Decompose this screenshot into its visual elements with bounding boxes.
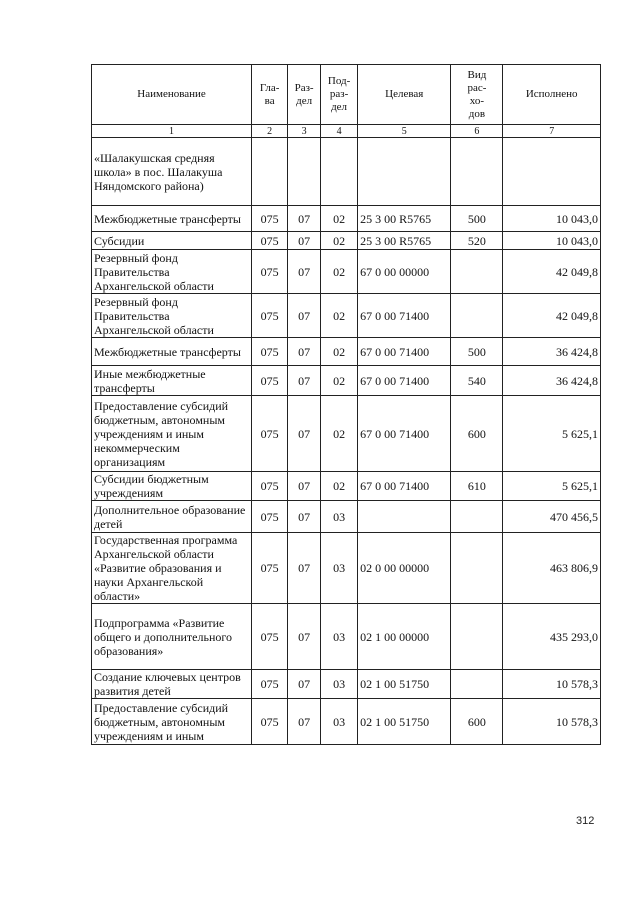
row-glava-cell: 075	[252, 533, 288, 604]
budget-table-body	[92, 65, 601, 745]
row-name-cell: Субсидии бюджетным учреждениям	[92, 472, 252, 501]
row-amount-cell: 470 456,5	[503, 501, 601, 533]
row-vid-cell: 610	[451, 472, 503, 501]
row-celevaya-cell: 25 3 00 R5765	[358, 206, 451, 232]
row-glava-cell	[252, 138, 288, 206]
row-vid-cell: 600	[451, 699, 503, 745]
row-glava-cell: 075	[252, 294, 288, 338]
row-razdel-cell	[288, 138, 321, 206]
row-glava-cell: 075	[252, 472, 288, 501]
page-number: 312	[576, 815, 595, 827]
row-podrazdel-cell	[321, 138, 358, 206]
row-vid-cell: 500	[451, 206, 503, 232]
row-vid-cell	[451, 670, 503, 699]
row-razdel-cell: 07	[288, 294, 321, 338]
header-celevaya: Целевая	[358, 65, 451, 125]
row-vid-cell: 600	[451, 396, 503, 472]
row-podrazdel-cell: 02	[321, 396, 358, 472]
column-number: 4	[321, 125, 358, 138]
row-name-cell: Иные межбюджетные трансферты	[92, 366, 252, 396]
row-vid-cell	[451, 501, 503, 533]
table-row	[92, 250, 601, 294]
row-podrazdel-cell: 02	[321, 472, 358, 501]
row-razdel-cell: 07	[288, 250, 321, 294]
row-amount-cell: 10 578,3	[503, 699, 601, 745]
row-name-cell: Предоставление субсидий бюджетным, автономным учреждениям и иным некоммерческим организациям	[92, 396, 252, 472]
row-amount-cell: 42 049,8	[503, 250, 601, 294]
row-podrazdel-cell: 03	[321, 604, 358, 670]
budget-table	[91, 64, 601, 745]
header-razdel: Раз- дел	[288, 65, 321, 125]
row-glava-cell: 075	[252, 699, 288, 745]
row-amount-cell: 10 578,3	[503, 670, 601, 699]
row-amount-cell: 10 043,0	[503, 232, 601, 250]
header-podrazdel: Под- раз- дел	[321, 65, 358, 125]
row-amount-cell: 36 424,8	[503, 366, 601, 396]
row-vid-cell	[451, 604, 503, 670]
row-celevaya-cell: 02 1 00 00000	[358, 604, 451, 670]
row-celevaya-cell: 02 1 00 51750	[358, 699, 451, 745]
row-podrazdel-cell: 03	[321, 501, 358, 533]
header-ispolneno: Исполнено	[503, 65, 601, 125]
row-name-cell: Субсидии	[92, 232, 252, 250]
row-podrazdel-cell: 02	[321, 294, 358, 338]
column-number: 6	[451, 125, 503, 138]
row-amount-cell: 435 293,0	[503, 604, 601, 670]
row-glava-cell: 075	[252, 366, 288, 396]
row-podrazdel-cell: 02	[321, 232, 358, 250]
header-glava: Гла- ва	[252, 65, 288, 125]
table-row	[92, 533, 601, 604]
row-amount-cell: 42 049,8	[503, 294, 601, 338]
row-name-cell: Подпрограмма «Развитие общего и дополнительного образования»	[92, 604, 252, 670]
table-row	[92, 472, 601, 501]
row-name-cell: Резервный фонд Правительства Архангельской области	[92, 250, 252, 294]
row-glava-cell: 075	[252, 338, 288, 366]
row-podrazdel-cell: 02	[321, 338, 358, 366]
row-name-cell: Создание ключевых центров развития детей	[92, 670, 252, 699]
row-amount-cell: 5 625,1	[503, 472, 601, 501]
row-razdel-cell: 07	[288, 533, 321, 604]
row-name-cell: «Шалакушская средняя школа» в пос. Шалакуша Няндомского района)	[92, 138, 252, 206]
table-row	[92, 232, 601, 250]
column-number: 5	[358, 125, 451, 138]
row-celevaya-cell: 25 3 00 R5765	[358, 232, 451, 250]
row-glava-cell: 075	[252, 670, 288, 699]
row-glava-cell: 075	[252, 396, 288, 472]
row-celevaya-cell: 67 0 00 00000	[358, 250, 451, 294]
row-razdel-cell: 07	[288, 604, 321, 670]
row-celevaya-cell: 02 0 00 00000	[358, 533, 451, 604]
row-razdel-cell: 07	[288, 206, 321, 232]
row-amount-cell: 463 806,9	[503, 533, 601, 604]
row-amount-cell: 36 424,8	[503, 338, 601, 366]
row-vid-cell: 520	[451, 232, 503, 250]
row-razdel-cell: 07	[288, 338, 321, 366]
header-name: Наименование	[92, 65, 252, 125]
row-podrazdel-cell: 02	[321, 206, 358, 232]
row-podrazdel-cell: 02	[321, 250, 358, 294]
column-number: 2	[252, 125, 288, 138]
table-row	[92, 206, 601, 232]
row-podrazdel-cell: 03	[321, 670, 358, 699]
row-vid-cell: 540	[451, 366, 503, 396]
table-row	[92, 294, 601, 338]
column-number: 1	[92, 125, 252, 138]
column-number-row	[92, 125, 601, 138]
row-celevaya-cell	[358, 501, 451, 533]
row-amount-cell: 10 043,0	[503, 206, 601, 232]
row-amount-cell: 5 625,1	[503, 396, 601, 472]
row-celevaya-cell: 02 1 00 51750	[358, 670, 451, 699]
row-podrazdel-cell: 03	[321, 699, 358, 745]
header-row	[92, 65, 601, 125]
row-celevaya-cell	[358, 138, 451, 206]
row-vid-cell	[451, 294, 503, 338]
row-name-cell: Резервный фонд Правительства Архангельской области	[92, 294, 252, 338]
row-razdel-cell: 07	[288, 699, 321, 745]
row-razdel-cell: 07	[288, 670, 321, 699]
table-row	[92, 138, 601, 206]
row-amount-cell	[503, 138, 601, 206]
row-name-cell: Межбюджетные трансферты	[92, 206, 252, 232]
table-row	[92, 670, 601, 699]
table-row	[92, 604, 601, 670]
table-row	[92, 699, 601, 745]
column-number: 7	[503, 125, 601, 138]
row-celevaya-cell: 67 0 00 71400	[358, 294, 451, 338]
row-razdel-cell: 07	[288, 366, 321, 396]
row-name-cell: Дополнительное образование детей	[92, 501, 252, 533]
row-podrazdel-cell: 03	[321, 533, 358, 604]
row-razdel-cell: 07	[288, 396, 321, 472]
row-razdel-cell: 07	[288, 232, 321, 250]
row-podrazdel-cell: 02	[321, 366, 358, 396]
row-glava-cell: 075	[252, 206, 288, 232]
row-razdel-cell: 07	[288, 472, 321, 501]
row-glava-cell: 075	[252, 604, 288, 670]
table-row	[92, 501, 601, 533]
row-glava-cell: 075	[252, 250, 288, 294]
row-name-cell: Межбюджетные трансферты	[92, 338, 252, 366]
row-vid-cell	[451, 533, 503, 604]
row-celevaya-cell: 67 0 00 71400	[358, 396, 451, 472]
column-number: 3	[288, 125, 321, 138]
header-vid-rashodov: Вид рас- хо- дов	[451, 65, 503, 125]
row-razdel-cell: 07	[288, 501, 321, 533]
row-glava-cell: 075	[252, 232, 288, 250]
row-celevaya-cell: 67 0 00 71400	[358, 472, 451, 501]
table-row	[92, 366, 601, 396]
row-celevaya-cell: 67 0 00 71400	[358, 366, 451, 396]
row-celevaya-cell: 67 0 00 71400	[358, 338, 451, 366]
row-glava-cell: 075	[252, 501, 288, 533]
row-vid-cell: 500	[451, 338, 503, 366]
row-name-cell: Предоставление субсидий бюджетным, автономным учреждениям и иным	[92, 699, 252, 745]
row-vid-cell	[451, 138, 503, 206]
row-vid-cell	[451, 250, 503, 294]
table-row	[92, 396, 601, 472]
row-name-cell: Государственная программа Архангельской области «Развитие образования и науки Архангельской области»	[92, 533, 252, 604]
table-row	[92, 338, 601, 366]
